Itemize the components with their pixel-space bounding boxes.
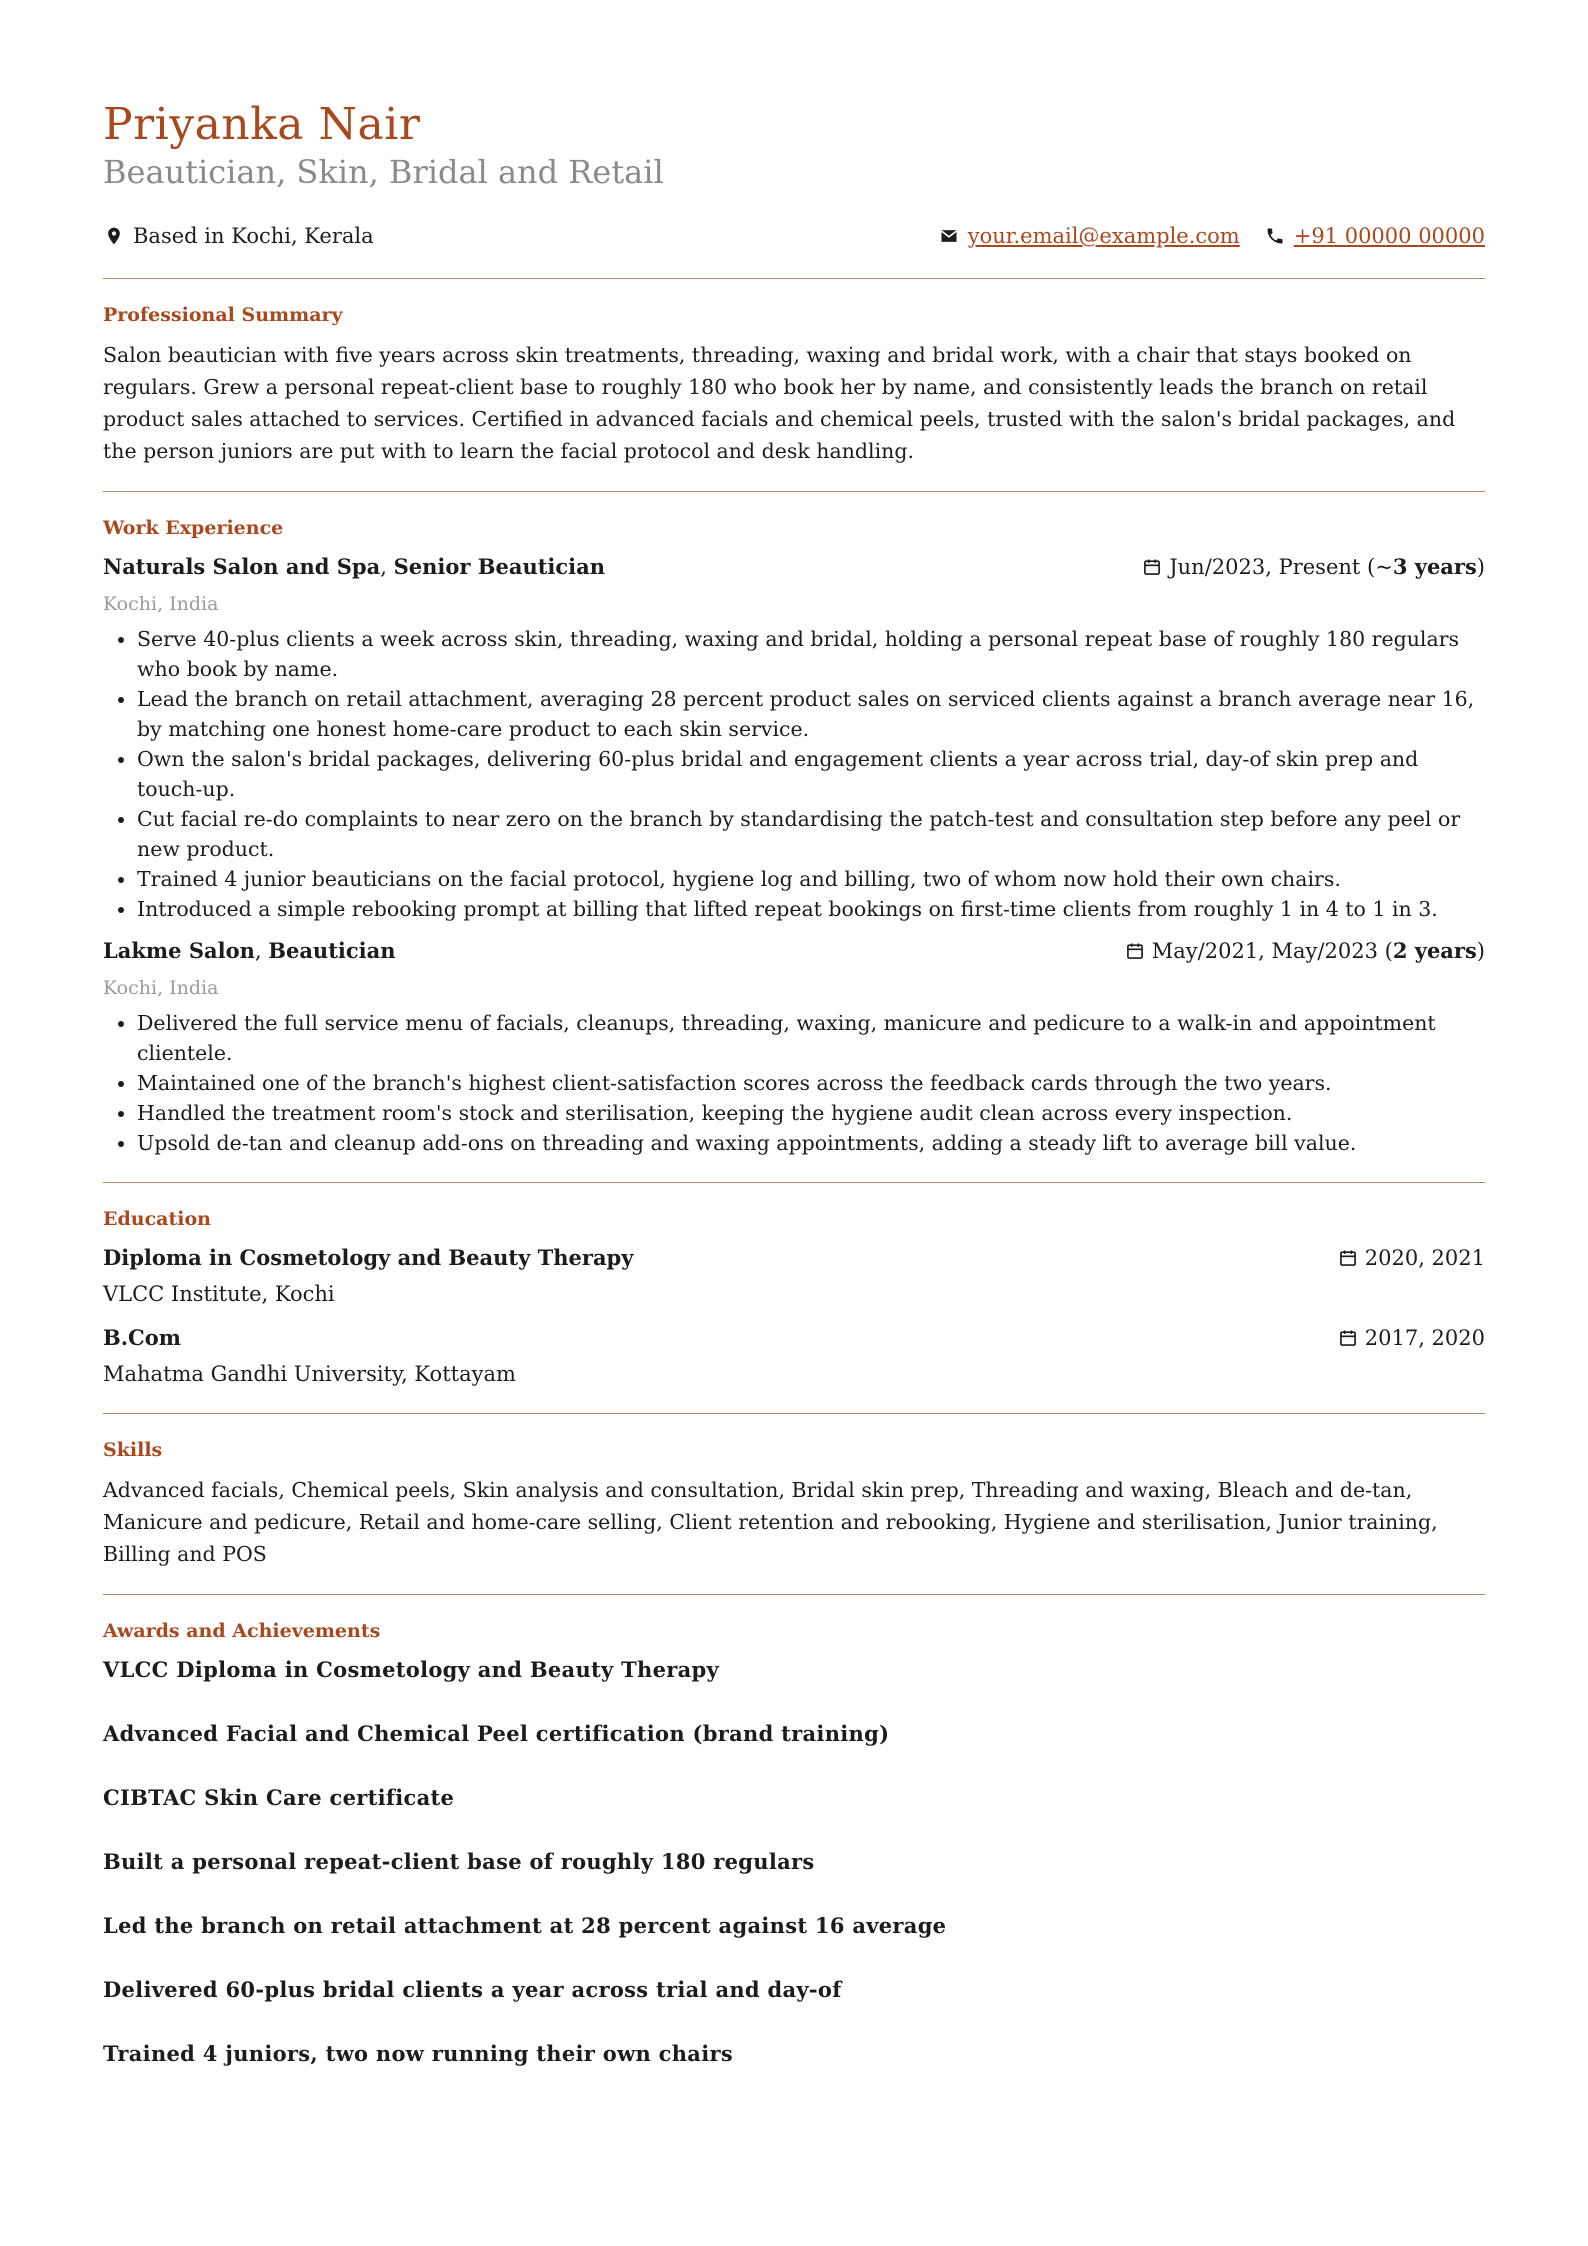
calendar-icon — [1337, 1327, 1359, 1349]
education-section — [103, 1183, 1485, 1413]
location-text: Based in Kochi, Kerala — [133, 224, 374, 248]
job-title: Lakme Salon, Beautician — [103, 938, 396, 963]
phone-icon — [1264, 225, 1286, 247]
job-role: Senior Beautician — [393, 554, 606, 579]
education-dates: 2017, 2020 — [1337, 1323, 1485, 1353]
list-item: • Introduced a simple rebooking prompt at billing that lifted repeat bookings on first-time clients from roughly 1 in 4 to 1 in 3. — [137, 894, 1485, 924]
phone-link[interactable]: +91 00000 00000 — [1293, 224, 1485, 248]
location-item — [103, 222, 374, 250]
list-item: • Own the salon's bridal packages, delivering 60-plus bridal and engagement clients a year across trial, day-of skin prep and touch-up. — [137, 744, 1485, 804]
award-item: Led the branch on retail attachment at 28 percent against 16 average — [103, 1913, 947, 1938]
job-bullets — [103, 1008, 1485, 1158]
skills-section — [103, 1414, 1485, 1594]
list-item: • Serve 40-plus clients a week across skin, threading, waxing and bridal, holding a personal repeat base of roughly 180 regulars who book by name. — [137, 624, 1485, 684]
email-link[interactable]: your.email@example.com — [967, 224, 1240, 248]
job-entry — [103, 552, 1485, 924]
resume-header — [103, 98, 1485, 250]
calendar-icon — [1124, 940, 1146, 962]
award-item: VLCC Diploma in Cosmetology and Beauty Therapy — [103, 1657, 720, 1682]
candidate-title: Beautician, Skin, Bridal and Retail — [103, 153, 664, 191]
education-entry — [103, 1243, 1485, 1309]
job-location: Kochi, India — [103, 977, 219, 999]
experience-section — [103, 492, 1485, 1182]
award-item: Built a personal repeat-client base of roughly 180 regulars — [103, 1849, 815, 1874]
institution-name: Mahatma Gandhi University, Kottayam — [103, 1362, 516, 1386]
section-title: Education — [103, 1208, 211, 1230]
job-title: Naturals Salon and Spa, Senior Beautician — [103, 554, 606, 579]
education-dates: 2020, 2021 — [1337, 1243, 1485, 1273]
skills-text: Advanced facials, Chemical peels, Skin analysis and consultation, Bridal skin prep, Threading and waxing, Bleach and de-tan, Manicure and pedicure, Retail and home-care selling, Client retention and rebooking, Hygiene and sterilisation, Junior training, Billing and POS — [103, 1478, 1438, 1566]
award-item: Advanced Facial and Chemical Peel certification (brand training) — [103, 1721, 890, 1746]
calendar-icon — [1141, 556, 1163, 578]
list-item: • Maintained one of the branch's highest client-satisfaction scores across the feedback cards through the two years. — [137, 1068, 1485, 1098]
award-item: Delivered 60-plus bridal clients a year across trial and day-of — [103, 1977, 842, 2002]
candidate-name: Priyanka Nair — [103, 99, 421, 150]
job-dates: May/2021, May/2023 ( 2 years ) — [1124, 936, 1485, 966]
email-item — [938, 222, 1240, 250]
education-entry — [103, 1323, 1485, 1389]
list-item: • Trained 4 junior beauticians on the facial protocol, hygiene log and billing, two of whom now hold their own chairs. — [137, 864, 1485, 894]
company-name: Naturals Salon and Spa — [103, 554, 381, 579]
section-title: Awards and Achievements — [103, 1620, 381, 1642]
list-item: • Handled the treatment room's stock and sterilisation, keeping the hygiene audit clean across every inspection. — [137, 1098, 1485, 1128]
list-item: • Upsold de-tan and cleanup add-ons on threading and waxing appointments, adding a steady lift to average bill value. — [137, 1128, 1485, 1158]
section-title: Work Experience — [103, 517, 284, 539]
job-location: Kochi, India — [103, 593, 219, 615]
list-item: • Lead the branch on retail attachment, averaging 28 percent product sales on serviced clients against a branch average near 16, by matching one honest home-care product to each skin service. — [137, 684, 1485, 744]
calendar-icon — [1337, 1247, 1359, 1269]
summary-section — [103, 279, 1485, 491]
section-title: Skills — [103, 1439, 163, 1461]
job-bullets — [103, 624, 1485, 924]
institution-name: VLCC Institute, Kochi — [103, 1282, 335, 1306]
degree-name: B.Com — [103, 1325, 182, 1350]
award-item: CIBTAC Skin Care certificate — [103, 1785, 455, 1810]
map-pin-icon — [103, 225, 125, 247]
award-item: Trained 4 juniors, two now running their own chairs — [103, 2041, 733, 2066]
list-item: • Cut facial re-do complaints to near zero on the branch by standardising the patch-test and consultation step before any peel or new product. — [137, 804, 1485, 864]
section-title: Professional Summary — [103, 304, 343, 326]
list-item: • Delivered the full service menu of facials, cleanups, threading, waxing, manicure and pedicure to a walk-in and appointment clientele. — [137, 1008, 1485, 1068]
awards-section — [103, 1595, 1485, 2127]
summary-text: Salon beautician with five years across skin treatments, threading, waxing and bridal work, with a chair that stays booked on regulars. Grew a personal repeat-client base to roughly 180 who book her by name, and consistently leads the branch on retail product sales attached to services. Certified in advanced facials and chemical peels, trusted with the salon's bridal packages, and the person juniors are put with to learn the facial protocol and desk handling. — [103, 343, 1456, 463]
envelope-icon — [938, 225, 960, 247]
job-dates: Jun/2023, Present (~ 3 years ) — [1141, 552, 1485, 582]
job-entry — [103, 936, 1485, 1158]
phone-item — [1264, 222, 1485, 250]
company-name: Lakme Salon — [103, 938, 255, 963]
contact-row — [103, 222, 1485, 250]
job-role: Beautician — [268, 938, 396, 963]
job-duration: 3 years — [1392, 554, 1477, 579]
job-duration: 2 years — [1392, 938, 1477, 963]
degree-name: Diploma in Cosmetology and Beauty Therapy — [103, 1245, 634, 1270]
